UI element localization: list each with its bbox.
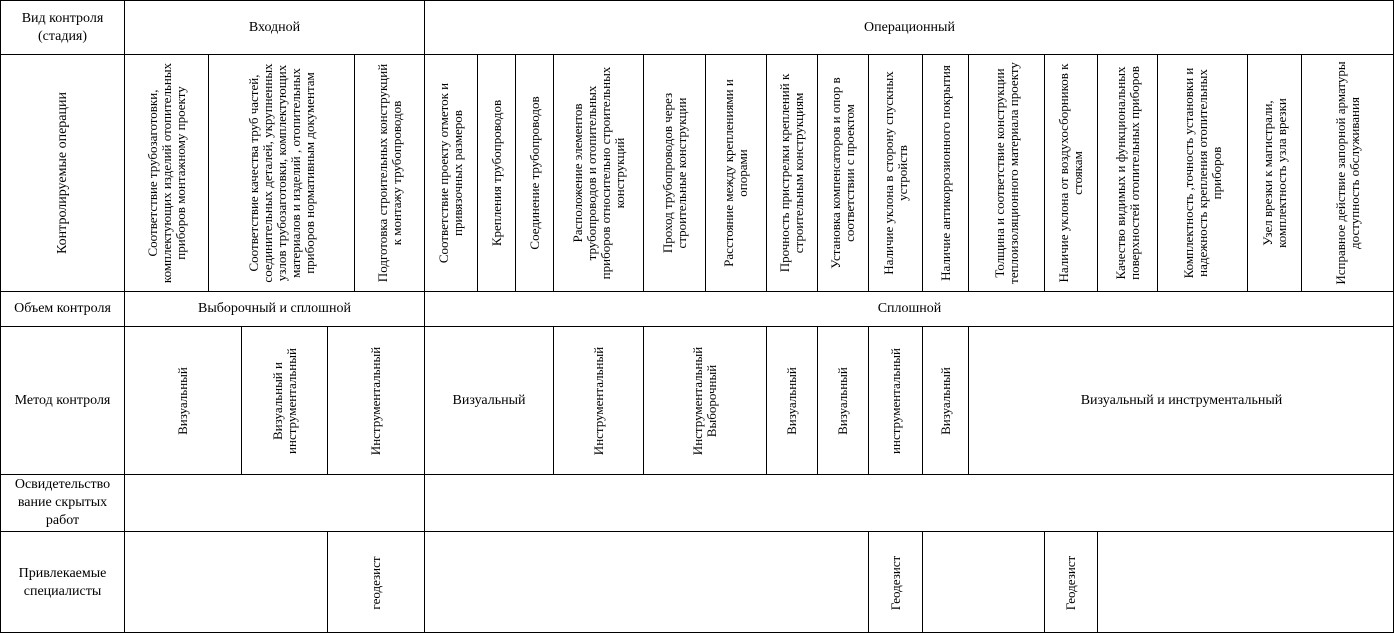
operation-cell bbox=[477, 54, 515, 291]
stage-row-label-text: Вид контроля (стадия) bbox=[21, 10, 104, 44]
method-cell bbox=[553, 326, 643, 474]
method-text: Визуальный bbox=[452, 392, 526, 408]
operation-text: Соединение трубопроводов bbox=[526, 96, 542, 250]
operation-text: Расстояние между креплениями и опорами bbox=[721, 79, 750, 267]
operation-cell bbox=[922, 54, 968, 291]
scope-incoming bbox=[124, 291, 424, 326]
method-cell bbox=[327, 326, 424, 474]
operation-cell bbox=[705, 54, 766, 291]
method-text: Инструментальный bbox=[368, 346, 383, 455]
operation-cell bbox=[208, 54, 354, 291]
operation-cell bbox=[1044, 54, 1097, 291]
operation-cell bbox=[766, 54, 817, 291]
operation-cell bbox=[643, 54, 705, 291]
specialists-row-label-text: Привлекаемые специалисты bbox=[18, 565, 107, 599]
scope-row-label bbox=[0, 291, 124, 326]
method-cell bbox=[424, 326, 553, 474]
specialist-text: Геодезист bbox=[1063, 555, 1078, 610]
operation-cell bbox=[354, 54, 424, 291]
method-cell bbox=[868, 326, 922, 474]
specialists-cell bbox=[327, 531, 424, 633]
operation-cell bbox=[553, 54, 643, 291]
scope-incoming-text: Выборочный и сплошной bbox=[198, 301, 351, 316]
method-row-label-text: Метод контроля bbox=[14, 392, 111, 408]
operation-text: Соответствие проекту отметок и привязочных размеров bbox=[436, 82, 465, 264]
operation-cell bbox=[515, 54, 553, 291]
operation-cell bbox=[1097, 54, 1157, 291]
operation-cell bbox=[424, 54, 477, 291]
operation-cell bbox=[124, 54, 208, 291]
operation-text: Установка компенсаторов и опор в соответствии с проектом bbox=[828, 77, 857, 269]
method-text: Визуальный bbox=[175, 366, 190, 435]
method-cell bbox=[124, 326, 241, 474]
operation-cell bbox=[1247, 54, 1301, 291]
operations-row-label bbox=[0, 54, 124, 291]
method-cell bbox=[968, 326, 1394, 474]
method-text: инструментальный bbox=[887, 347, 903, 454]
inspection-row-label bbox=[0, 474, 124, 531]
operation-text: Наличие антикоррозионного покрытия bbox=[937, 65, 953, 281]
operation-cell bbox=[1301, 54, 1394, 291]
operation-text: Исправное действие запорной арматуры доступность обслуживания bbox=[1333, 61, 1362, 285]
method-text: Визуальный и инструментальный bbox=[269, 347, 299, 454]
stage-row-label bbox=[0, 0, 124, 54]
operation-text: Проход трубопроводов через строительные конструкции bbox=[659, 92, 689, 254]
method-row-label bbox=[0, 326, 124, 474]
specialists-cell bbox=[922, 531, 1044, 633]
operation-text: Соответствие качества труб частей, соединительных деталей, укрупненных узлов трубозаготовки, комплектующих материалов и изделий , отопительных приборов нормативным документам bbox=[245, 63, 317, 283]
operation-cell bbox=[968, 54, 1044, 291]
method-text: Визуальный bbox=[937, 366, 953, 435]
specialist-text: геодезист bbox=[368, 555, 383, 610]
method-cell bbox=[817, 326, 868, 474]
specialists-cell bbox=[1097, 531, 1394, 633]
method-cell bbox=[241, 326, 327, 474]
scope-operational-text: Сплошной bbox=[877, 301, 942, 316]
stage-operational bbox=[424, 0, 1394, 54]
specialists-cell bbox=[424, 531, 868, 633]
scope-operational bbox=[424, 291, 1394, 326]
scope-row-label-text: Объем контроля bbox=[14, 301, 111, 316]
operation-cell bbox=[817, 54, 868, 291]
operation-text: Крепления трубопроводов bbox=[488, 99, 504, 247]
method-cell bbox=[766, 326, 817, 474]
specialist-text: Геодезист bbox=[887, 555, 903, 610]
operation-text: Расположение элементов трубопроводов и отопительных приборов относительно строительных конструкций bbox=[569, 66, 627, 280]
stage-incoming-text: Входной bbox=[248, 19, 301, 35]
specialists-cell bbox=[868, 531, 922, 633]
method-cell bbox=[922, 326, 968, 474]
method-text: Инструментальный bbox=[590, 346, 606, 455]
specialists-row-label bbox=[0, 531, 124, 633]
operation-text: Качество видимых и функциональных поверхностей отопительных приборов bbox=[1112, 66, 1142, 280]
operations-row-label-text: Контролируемые операции bbox=[54, 92, 70, 254]
inspection-row-label-text: Освидетельство вание скрытых работ bbox=[14, 477, 111, 528]
method-text: Инструментальный Выборочный bbox=[690, 346, 719, 455]
method-text: Визуальный bbox=[835, 366, 850, 435]
method-cell bbox=[643, 326, 766, 474]
operation-text: Комплектность ,точность установки и надежность крепления отопительных приборов bbox=[1180, 67, 1224, 279]
operation-text: Соответствие трубозаготовки, комплектующих изделий отопительных приборов монтажному проекту bbox=[144, 62, 188, 284]
operation-cell bbox=[1157, 54, 1247, 291]
inspection-incoming-cell bbox=[124, 474, 424, 531]
stage-incoming bbox=[124, 0, 424, 54]
operation-text: Толщина и соответствие конструкции теплоизоляционного материала проекту bbox=[991, 62, 1021, 284]
operation-text: Узел врезки к магистрали, комплектность узла врезки bbox=[1259, 98, 1289, 248]
inspection-operational-cell bbox=[424, 474, 1394, 531]
method-text: Визуальный и инструментальный bbox=[1080, 392, 1283, 408]
method-text: Визуальный bbox=[784, 366, 799, 435]
specialists-cell bbox=[1044, 531, 1097, 633]
specialists-cell bbox=[124, 531, 327, 633]
operation-cell bbox=[868, 54, 922, 291]
operation-text: Прочность пристрелки креплений к строительным конструкциям bbox=[777, 73, 806, 273]
operation-text: Подготовка строительных конструкций к монтажу трубопроводов bbox=[374, 63, 404, 283]
stage-operational-text: Операционный bbox=[864, 19, 955, 35]
operation-text: Наличие уклона в сторону спускных устройств bbox=[880, 71, 910, 275]
operation-text: Наличие уклона от воздухосборников к стоякам bbox=[1056, 63, 1085, 283]
